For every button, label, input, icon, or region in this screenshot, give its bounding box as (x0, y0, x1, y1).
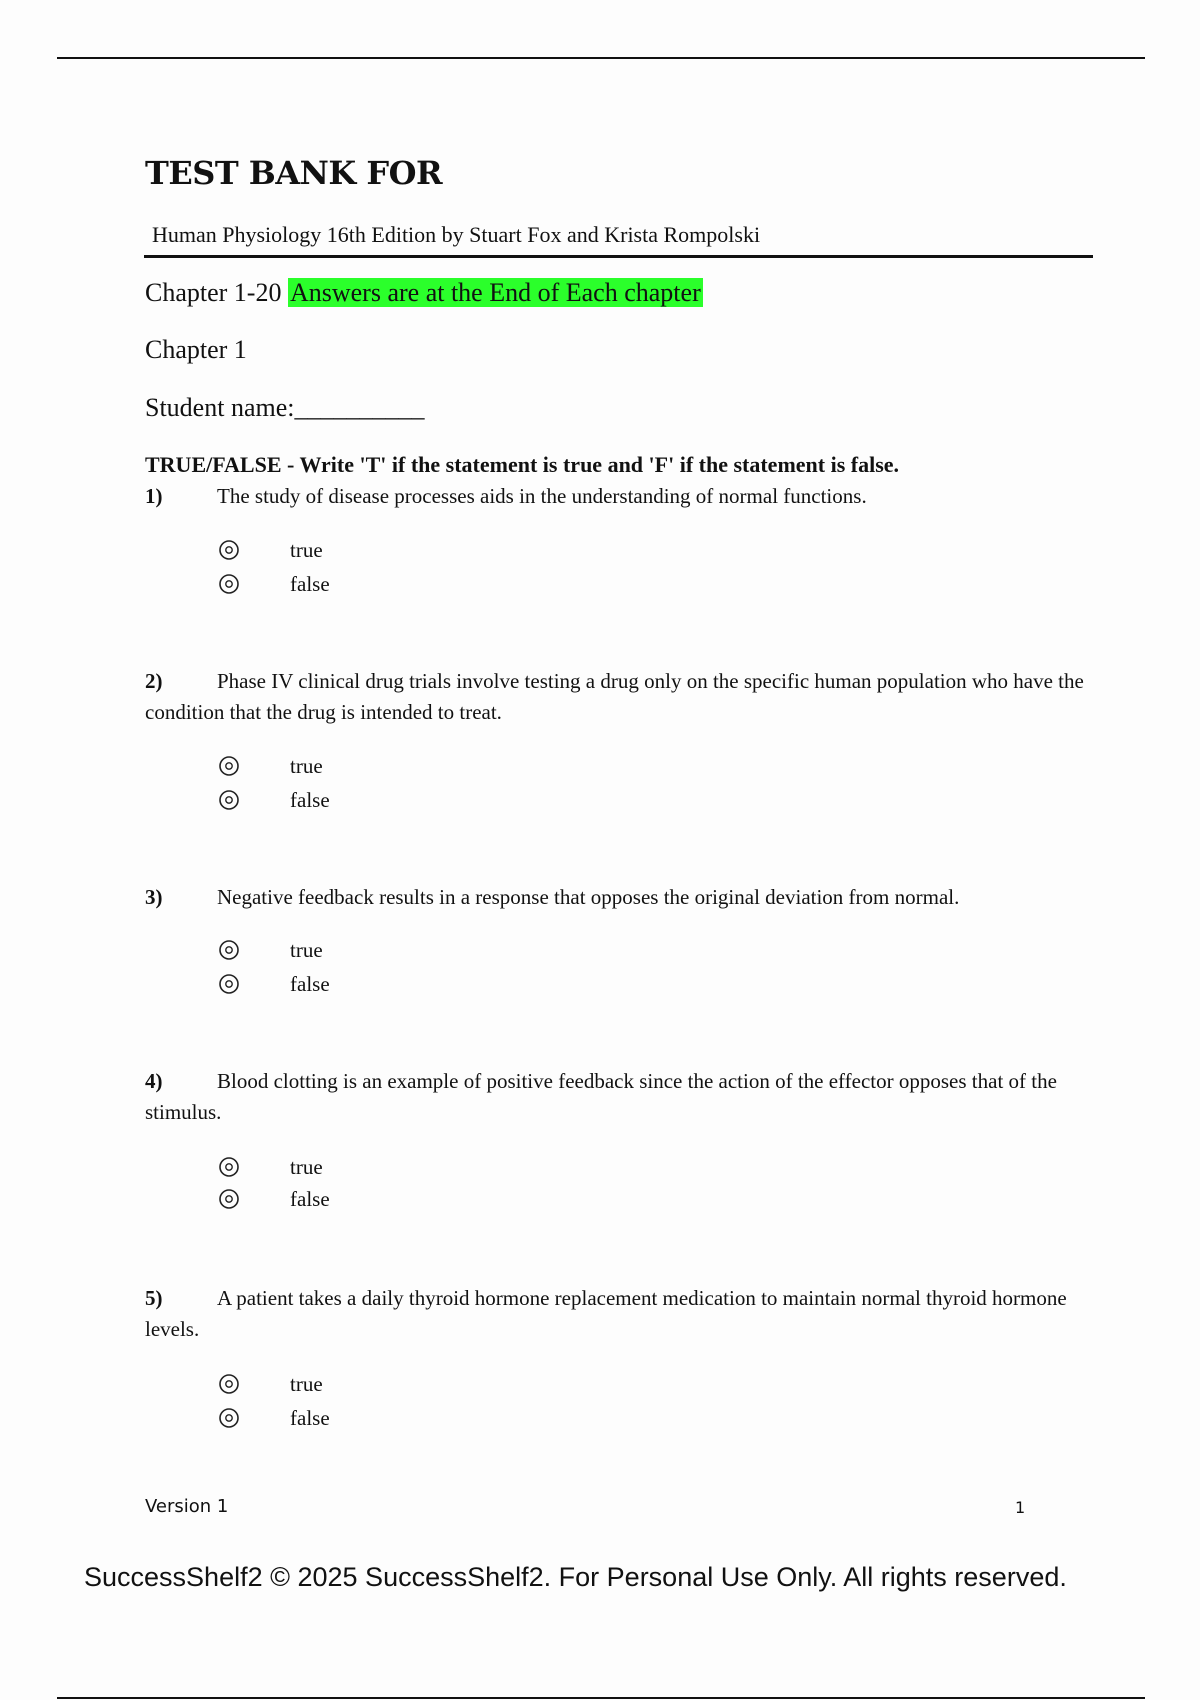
option-true[interactable] (218, 933, 330, 967)
question-text: The study of disease processes aids in the understanding of normal functions. (217, 484, 867, 508)
question-1-options (218, 533, 330, 601)
footer-page-number: 1 (1015, 1498, 1026, 1517)
radio-button-icon[interactable] (218, 973, 240, 995)
option-label: false (290, 1405, 330, 1430)
document-subtitle: Human Physiology 16th Edition by Stuart Fox and Krista Rompolski (152, 222, 761, 247)
question-2 (145, 666, 1095, 728)
chapter-range-line (145, 278, 703, 308)
option-label: false (290, 1186, 330, 1211)
title-divider (144, 255, 1093, 258)
option-true[interactable] (218, 749, 330, 783)
option-false[interactable] (218, 567, 330, 601)
question-number: 5) (145, 1286, 163, 1310)
question-number: 1) (145, 484, 163, 508)
question-5 (145, 1283, 1095, 1345)
option-label: true (290, 1154, 323, 1179)
option-label: false (290, 787, 330, 812)
section-instruction: TRUE/FALSE - Write 'T' if the statement is true and 'F' if the statement is false. (145, 452, 900, 477)
radio-button-icon[interactable] (218, 789, 240, 811)
radio-button-icon[interactable] (218, 1188, 240, 1210)
radio-button-icon[interactable] (218, 539, 240, 561)
option-label: true (290, 753, 323, 778)
question-number: 4) (145, 1069, 163, 1093)
option-true[interactable] (218, 1151, 330, 1183)
option-label: false (290, 971, 330, 996)
option-false[interactable] (218, 1401, 330, 1435)
footer-version: Version 1 (145, 1496, 229, 1517)
question-1 (145, 481, 1095, 512)
option-label: true (290, 537, 323, 562)
question-3 (145, 882, 1095, 913)
question-5-options (218, 1367, 330, 1435)
option-true[interactable] (218, 1367, 330, 1401)
question-text: Negative feedback results in a response that opposes the original deviation from normal. (217, 885, 960, 909)
question-text: Phase IV clinical drug trials involve testing a drug only on the specific human population who have the condition that the drug is intended to treat. (145, 669, 1084, 724)
option-true[interactable] (218, 533, 330, 567)
radio-button-icon[interactable] (218, 1407, 240, 1429)
radio-button-icon[interactable] (218, 1156, 240, 1178)
question-number: 2) (145, 669, 163, 693)
document-title: TEST BANK FOR (145, 154, 443, 192)
top-divider (57, 57, 1145, 59)
copyright-notice: SuccessShelf2 © 2025 SuccessShelf2. For Personal Use Only. All rights reserved. (84, 1562, 1067, 1592)
option-false[interactable] (218, 1183, 330, 1215)
option-label: true (290, 937, 323, 962)
option-false[interactable] (218, 967, 330, 1001)
radio-button-icon[interactable] (218, 939, 240, 961)
question-4-options (218, 1151, 330, 1215)
answers-note-highlight: Answers are at the End of Each chapter (289, 278, 701, 307)
option-label: false (290, 571, 330, 596)
chapter-range-text: Chapter 1-20 (145, 278, 288, 307)
question-4 (145, 1066, 1095, 1128)
radio-button-icon[interactable] (218, 1373, 240, 1395)
question-2-options (218, 749, 330, 817)
chapter-title: Chapter 1 (145, 335, 247, 364)
question-number: 3) (145, 885, 163, 909)
option-label: true (290, 1371, 323, 1396)
question-text: A patient takes a daily thyroid hormone replacement medication to maintain normal thyroid hormone levels. (145, 1286, 1067, 1341)
question-text: Blood clotting is an example of positive feedback since the action of the effector opposes that of the stimulus. (145, 1069, 1057, 1124)
student-name-field: Student name:__________ (145, 393, 425, 422)
radio-button-icon[interactable] (218, 755, 240, 777)
question-3-options (218, 933, 330, 1001)
radio-button-icon[interactable] (218, 573, 240, 595)
bottom-divider (57, 1697, 1145, 1699)
option-false[interactable] (218, 783, 330, 817)
